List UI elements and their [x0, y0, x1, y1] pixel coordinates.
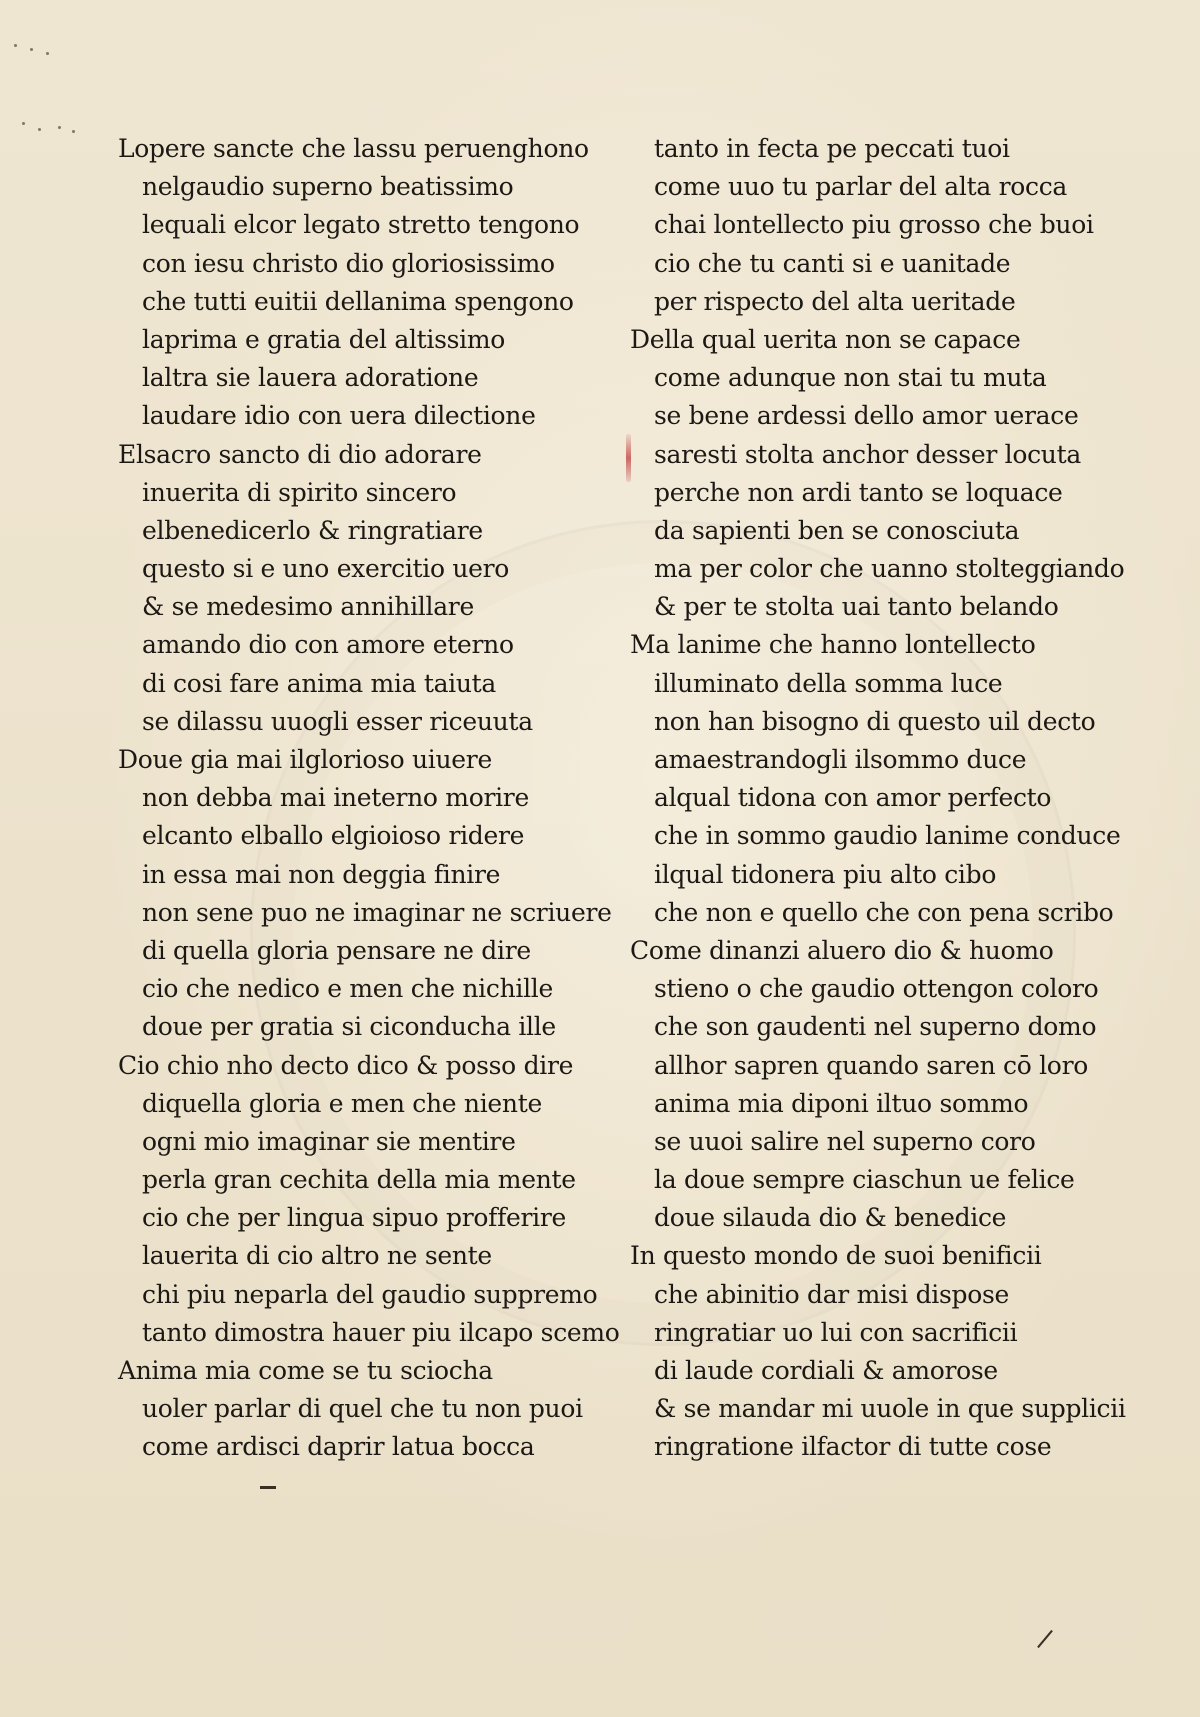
verse-line: Lopere sancte che lassu peruenghono — [118, 134, 589, 163]
stanza — [630, 626, 1150, 932]
verse-line: non sene puo ne imaginar ne scriuere — [142, 897, 612, 927]
stanza — [118, 130, 638, 436]
verse-line: cio che nedico e men che nichille — [142, 974, 553, 1004]
verse-line: & se mandar mi uuole in que supplicii — [654, 1394, 1126, 1424]
verse-line: chi piu neparla del gaudio suppremo — [142, 1279, 598, 1309]
verse-line: laprima e gratia del altissimo — [142, 324, 505, 354]
stanza — [630, 1237, 1150, 1466]
ink-speck — [46, 52, 49, 55]
verse-line: anima mia diponi iltuo sommo — [654, 1088, 1029, 1118]
verse-line: chai lontellecto piu grosso che buoi — [654, 210, 1094, 240]
ink-dash-mark — [260, 1486, 276, 1489]
verse-line: questo si e uno exercitio uero — [142, 554, 510, 584]
verse-line: che son gaudenti nel superno domo — [654, 1012, 1097, 1042]
verse-line: Della qual uerita non se capace — [630, 324, 1021, 354]
verse-line: che in sommo gaudio lanime conduce — [654, 821, 1121, 851]
verse-line: lauerita di cio altro ne sente — [142, 1241, 492, 1271]
ink-speck — [14, 44, 17, 47]
ink-speck — [22, 122, 25, 125]
verse-line: stieno o che gaudio ottengon coloro — [654, 974, 1099, 1004]
verse-line: se bene ardessi dello amor uerace — [654, 401, 1079, 431]
stanza — [118, 436, 638, 742]
verse-line: amando dio con amore eterno — [142, 630, 514, 660]
verse-line: allhor sapren quando saren cō loro — [654, 1050, 1088, 1080]
verse-line: di laude cordiali & amorose — [654, 1356, 998, 1385]
verse-line: laudare idio con uera dilectione — [142, 401, 536, 431]
verse-line: nelgaudio superno beatissimo — [142, 172, 514, 202]
verse-line: inuerita di spirito sincero — [142, 477, 457, 507]
verse-line: laltra sie lauera adoratione — [142, 363, 479, 393]
verse-line: amaestrandogli ilsommo duce — [654, 745, 1027, 774]
ink-speck — [30, 48, 33, 51]
verse-line: come adunque non stai tu muta — [654, 363, 1047, 393]
verse-line: di quella gloria pensare ne dire — [142, 935, 531, 965]
right-text-column — [630, 130, 1150, 1467]
ink-speck — [72, 130, 75, 133]
verse-line: Cio chio nho decto dico & posso dire — [118, 1050, 574, 1080]
verse-line: diquella gloria e men che niente — [142, 1088, 542, 1118]
verse-line: da sapienti ben se conosciuta — [654, 515, 1020, 545]
verse-line: non han bisogno di questo uil decto — [654, 706, 1096, 736]
stanza — [630, 932, 1150, 1238]
verse-line: cio che per lingua sipuo profferire — [142, 1203, 567, 1233]
verse-line: Doue gia mai ilglorioso uiuere — [118, 745, 492, 774]
verse-line: & se medesimo annihillare — [142, 592, 474, 622]
ink-speck — [58, 126, 61, 129]
verse-line: uoler parlar di quel che tu non puoi — [142, 1394, 583, 1424]
left-text-column — [118, 130, 638, 1467]
verse-line: con iesu christo dio gloriosissimo — [142, 248, 555, 278]
verse-line: Ma lanime che hanno lontellecto — [630, 630, 1036, 660]
verse-line: tanto in fecta pe peccati tuoi — [654, 134, 1010, 163]
verse-line: perche non ardi tanto se loquace — [654, 477, 1063, 507]
stanza — [630, 130, 1150, 321]
verse-line: Elsacro sancto di dio adorare — [118, 439, 482, 469]
verse-line: lequali elcor legato stretto tengono — [142, 210, 580, 240]
verse-line: doue silauda dio & benedice — [654, 1203, 1007, 1233]
ink-slash-mark — [1037, 1630, 1053, 1648]
verse-line: in essa mai non deggia finire — [142, 859, 501, 889]
stanza — [630, 321, 1150, 627]
verse-line: In questo mondo de suoi benificii — [630, 1241, 1042, 1271]
verse-line: come uuo tu parlar del alta rocca — [654, 172, 1068, 202]
stanza — [118, 1352, 638, 1467]
verse-line: elcanto elballo elgioioso ridere — [142, 821, 525, 851]
verse-line: se dilassu uuogli esser riceuuta — [142, 706, 533, 736]
verse-line: Anima mia come se tu sciocha — [118, 1356, 493, 1385]
verse-line: alqual tidona con amor perfecto — [654, 783, 1052, 813]
verse-line: come ardisci daprir latua bocca — [142, 1432, 535, 1462]
verse-line: che abinitio dar misi dispose — [654, 1279, 1009, 1309]
verse-line: ilqual tidonera piu alto cibo — [654, 859, 997, 889]
ink-speck — [38, 128, 41, 131]
verse-line: per rispecto del alta ueritade — [654, 286, 1016, 316]
verse-line: doue per gratia si ciconducha ille — [142, 1012, 556, 1042]
verse-line: & per te stolta uai tanto belando — [654, 592, 1059, 622]
verse-line: Come dinanzi aluero dio & huomo — [630, 935, 1054, 965]
verse-line: se uuoi salire nel superno coro — [654, 1126, 1036, 1156]
verse-line: di cosi fare anima mia taiuta — [142, 668, 497, 698]
verse-line: non debba mai ineterno morire — [142, 783, 529, 813]
verse-line: saresti stolta anchor desser locuta — [654, 439, 1081, 469]
verse-line: tanto dimostra hauer piu ilcapo scemo — [142, 1317, 620, 1347]
verse-line: ogni mio imaginar sie mentire — [142, 1126, 516, 1156]
verse-line: che non e quello che con pena scribo — [654, 897, 1114, 927]
verse-line: che tutti euitii dellanima spengono — [142, 286, 574, 316]
stanza — [118, 1047, 638, 1353]
verse-line: perla gran cechita della mia mente — [142, 1165, 576, 1195]
verse-line: ringratione ilfactor di tutte cose — [654, 1432, 1052, 1462]
verse-line: illuminato della somma luce — [654, 668, 1003, 698]
verse-line: ringratiar uo lui con sacrificii — [654, 1317, 1018, 1347]
verse-line: cio che tu canti si e uanitade — [654, 248, 1011, 278]
verse-line: elbenedicerlo & ringratiare — [142, 515, 483, 545]
verse-line: ma per color che uanno stolteggiando — [654, 554, 1125, 584]
stanza — [118, 741, 638, 1047]
verse-line: la doue sempre ciaschun ue felice — [654, 1165, 1075, 1195]
